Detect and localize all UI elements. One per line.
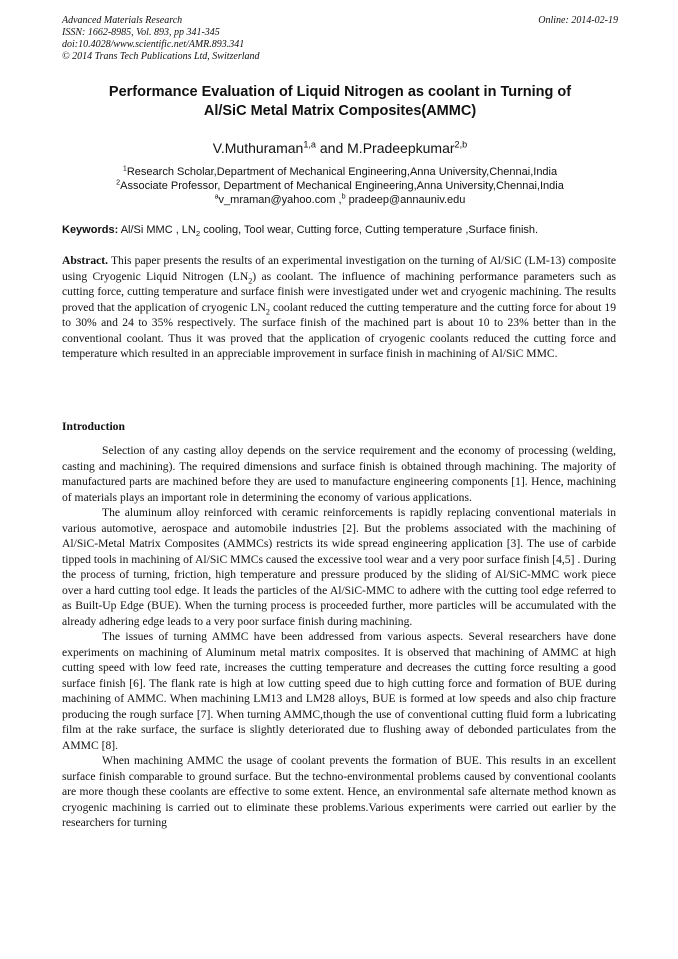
online-date: Online: 2014-02-19 <box>538 15 618 26</box>
keywords-subscript: 2 <box>195 229 201 239</box>
title-line-1: Performance Evaluation of Liquid Nitrogen as coolant in Turning of <box>108 84 572 100</box>
abstract-text-1: This paper presents the results of an experimental investigation on the turning of Al/SiC (LM-13) composite using Cryogenic Liquid Nitrogen (LN <box>62 254 616 283</box>
title-line-2: Al/SiC Metal Matrix Composites(AMMC) <box>203 103 477 119</box>
author-list <box>62 140 618 156</box>
keywords-text-2: cooling, Tool wear, Cutting force, Cutting temperature ,Surface finish. <box>200 224 539 236</box>
keywords <box>62 224 618 239</box>
intro-paragraph: The aluminum alloy reinforced with ceramic reinforcements is rapidly replacing conventional materials in various automotive, aerospace and automobile industries [2]. But the problems associated with the machining of Al/SiC-Metal Matrix Composites (AMMCs) restricts its wide spread engineering application [3]. The use of carbide tipped tools in machining of Al/SiC MMCs caused the excessive tool wear and a very poor surface finish [4,5] . During the process of turning, friction, high temperature and pressure produced by the sliding of Al/SiC-MMC work piece over a hard cutting tool edge. It leads the particles of the Al/SiC-MMC to adhere with the cutting tool edge referred to as Built-Up Edge (BUE). When the turning process is proceeded further, more particles will be accumulated with the already adhering edge leads to a very poor surface finish during machining. <box>62 506 616 628</box>
doi-line: doi:10.4028/www.scientific.net/AMR.893.341 <box>62 39 245 50</box>
introduction-body <box>62 443 616 831</box>
email-b-marker: b <box>341 192 346 201</box>
paper-title <box>70 83 610 121</box>
abstract <box>62 253 616 362</box>
abstract-subscript-2: 2 <box>265 306 270 316</box>
issn-line: ISSN: 1662-8985, Vol. 893, pp 341-345 <box>62 27 220 38</box>
author-1-affiliation: 1,a <box>303 139 316 150</box>
keywords-text-1: Al/Si MMC , LN <box>118 224 196 236</box>
affiliations <box>62 165 618 207</box>
email-line <box>62 193 618 207</box>
affiliation-2-text: Associate Professor, Department of Mechanical Engineering,Anna University,Chennai,India <box>120 180 564 192</box>
email-a: v_mraman@yahoo.com , <box>218 194 342 206</box>
abstract-text-2: ) as coolant. The influence of machining performance parameters such as cutting force, cutting temperature and surface finish were investigated under wet and cryogenic machining. The results proved that the application of cryogenic LN <box>62 269 616 314</box>
introduction-heading: Introduction <box>62 420 125 433</box>
affiliation-2 <box>62 179 618 193</box>
author-2: M.Pradeepkumar <box>347 140 455 156</box>
affiliation-1-number: 1 <box>122 164 127 173</box>
author-2-affiliation: 2,b <box>454 139 468 150</box>
author-separator: and <box>316 140 348 156</box>
intro-paragraph: When machining AMMC the usage of coolant prevents the formation of BUE. This results in an excellent surface finish comparable to ground surface. But the techno-environmental problems caused by conventional coolants are more though these coolants are effective to some extent. Hence, an environmental safe alternate method known as cryogenic machining is carried out to eliminate these problems.Various experiments were carried out earlier by the researchers for turning <box>62 754 616 829</box>
journal-header <box>62 15 618 63</box>
affiliation-2-number: 2 <box>116 178 121 187</box>
affiliation-1 <box>62 165 618 179</box>
abstract-label: Abstract. <box>62 254 109 267</box>
email-b: pradeep@annauniv.edu <box>345 194 466 206</box>
journal-name: Advanced Materials Research <box>62 15 183 26</box>
keywords-label: Keywords: <box>62 224 119 236</box>
abstract-subscript-1: 2 <box>248 275 253 285</box>
affiliation-1-text: Research Scholar,Department of Mechanical Engineering,Anna University,Chennai,India <box>126 166 558 178</box>
email-a-marker: a <box>214 192 219 201</box>
author-1: V.Muthuraman <box>212 140 304 156</box>
copyright-line: © 2014 Trans Tech Publications Ltd, Switzerland <box>62 51 260 62</box>
intro-paragraph: Selection of any casting alloy depends on the service requirement and the economy of processing (welding, casting and machining). The required dimensions and surface finish is obtained through machining. The majority of manufactured parts are machined before they are used to manufacture engineering components [1]. Hence, machining of materials plays an important role in determining the economy of various applications. <box>62 444 616 504</box>
abstract-text-3: coolant reduced the cutting temperature and the cutting force for about 19 to 30% and 24 to 35% respectively. The surface finish of the machined part is about 10 to 23% better than in the conventional coolant. Thus it was proved that the application of cryogenic coolants reduced the cutting force and temperature which resulted in an appreciable improvement in surface finish in machining of Al/SiC MMC. <box>62 300 616 360</box>
intro-paragraph: The issues of turning AMMC have been addressed from various aspects. Several researchers have done experiments on machining of Aluminum metal matrix composites. It is observed that machining of AMMC at high cutting speed with low feed rate, increases the cutting temperature and decreases the cutting force resulting a good surface finish [6]. The flank rate is high at low cutting speed due to high cutting force and formation of BUE during machining of AMMC. When machining LM13 and LM28 alloys, BUE is formed at low speeds and also chip fracture producing the rough surface [7]. When turning AMMC,though the use of conventional cutting fluid form a lubricating film at the rake surface, the surface is slightly deteriorated due to flushing away of debonded particulates from the AMMC [8]. <box>62 630 616 752</box>
